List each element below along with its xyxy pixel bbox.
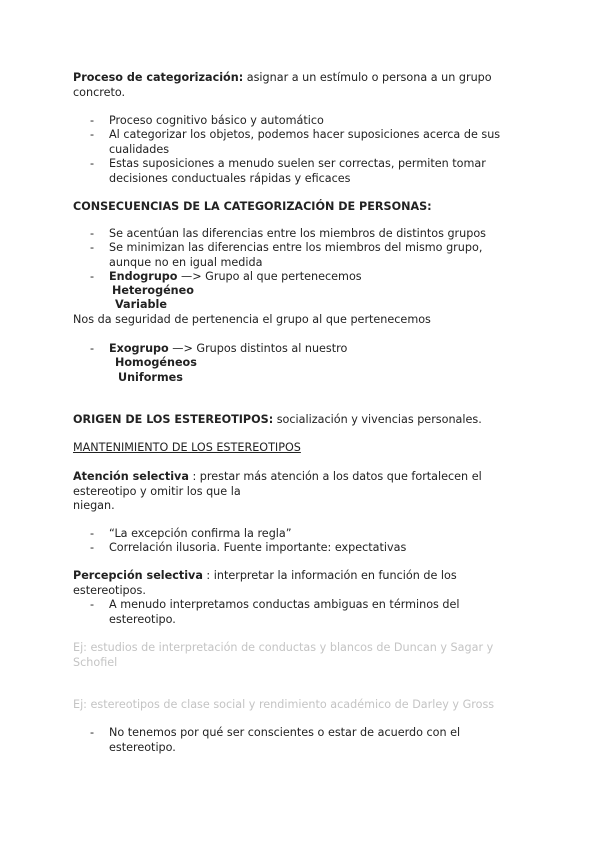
- origen-text: socialización y vivencias personales.: [273, 413, 482, 426]
- list-item-text: Se acentúan las diferencias entre los miembros de distintos grupos: [109, 227, 487, 240]
- atencion-line1: : prestar más atención a los datos que fortalecen el: [188, 470, 482, 483]
- list-item-text: “La excepción confirma la regla”: [109, 527, 292, 540]
- bullet-dash: -: [90, 128, 95, 141]
- percepcion-paragraph: [73, 569, 473, 598]
- list-item-text: Estas suposiciones a menudo suelen ser correctas, permiten tomar decisiones conductuales rápidas y eficaces: [109, 157, 486, 185]
- atencion-line2: estereotipo y omitir los que la: [73, 484, 241, 498]
- bullet-dash: -: [90, 598, 95, 611]
- bullet-dash: -: [90, 527, 95, 540]
- bullet-dash: -: [90, 157, 95, 170]
- bullet-dash: -: [90, 541, 95, 554]
- seguridad-paragraph: Nos da seguridad de pertenencia el grupo al que pertenecemos: [73, 313, 431, 326]
- list-item-text: A menudo interpretamos conductas ambiguas en términos del estereotipo.: [109, 598, 460, 626]
- endogrupo-definition: —> Grupo al que pertenecemos: [177, 270, 362, 283]
- atencion-term: Atención selectiva: [73, 470, 189, 483]
- exogrupo-definition: —> Grupos distintos al nuestro: [168, 342, 348, 355]
- mantenimiento-heading: MANTENIMIENTO DE LOS ESTEREOTIPOS: [73, 441, 301, 454]
- percepcion-text: : interpretar la información en función de los estereotipos.: [73, 569, 457, 597]
- bullet-dash: -: [90, 227, 95, 240]
- endogrupo-sub-heterogeneo: Heterogéneo: [112, 284, 194, 297]
- categorizacion-term: Proceso de categorización:: [73, 71, 244, 84]
- bullet-dash: -: [90, 114, 95, 127]
- categorizacion-definition: asignar a un estímulo o persona a un grupo concreto.: [73, 71, 492, 99]
- bullet-dash: -: [90, 270, 95, 283]
- list-item-text: Se minimizan las diferencias entre los miembros del mismo grupo, aunque no en igual medida: [109, 241, 483, 269]
- atencion-line3: niegan.: [73, 499, 115, 512]
- exogrupo-sub-uniformes: Uniformes: [118, 371, 183, 384]
- bullet-dash: -: [90, 342, 95, 355]
- endogrupo-sub-variable: Variable: [115, 298, 167, 311]
- origen-paragraph: [73, 413, 543, 428]
- categorizacion-paragraph: [73, 71, 528, 100]
- bullet-dash: -: [90, 726, 95, 739]
- list-item-text: Correlación ilusoria. Fuente importante: expectativas: [109, 541, 407, 554]
- exogrupo-sub-homogeneos: Homogéneos: [115, 356, 197, 369]
- bullet-dash: -: [90, 241, 95, 254]
- atencion-paragraph: [73, 470, 528, 514]
- list-item-text: No tenemos por qué ser conscientes o estar de acuerdo con el estereotipo.: [109, 726, 461, 754]
- list-item-text: Al categorizar los objetos, podemos hacer suposiciones acerca de sus cualidades: [109, 128, 501, 156]
- ejemplo-darley: Ej: estereotipos de clase social y rendimiento académico de Darley y Gross: [73, 698, 495, 711]
- exogrupo-term: Exogrupo: [109, 342, 169, 355]
- endogrupo-term: Endogrupo: [109, 270, 178, 283]
- ejemplo-duncan: Ej: estudios de interpretación de conductas y blancos de Duncan y Sagar y Schofiel: [73, 641, 494, 669]
- percepcion-term: Percepción selectiva: [73, 569, 203, 582]
- consecuencias-heading: CONSECUENCIAS DE LA CATEGORIZACIÓN DE PERSONAS:: [73, 200, 432, 213]
- origen-term: ORIGEN DE LOS ESTEREOTIPOS:: [73, 413, 274, 426]
- list-item-text: Proceso cognitivo básico y automático: [109, 114, 324, 127]
